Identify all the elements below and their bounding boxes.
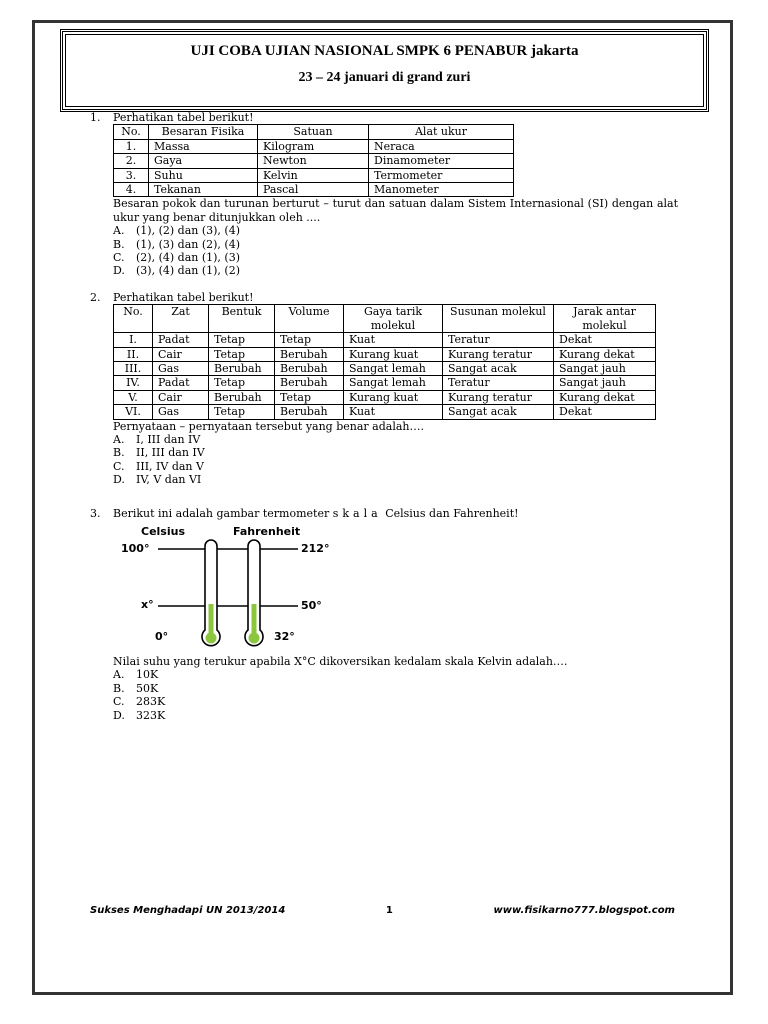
option-letter: A. (113, 432, 125, 446)
table-header-cell: Alat ukur (369, 125, 514, 139)
celsius-bulb (206, 632, 217, 643)
table-header-cell: No. (114, 125, 149, 139)
table-header-cell: Bentuk (209, 305, 275, 333)
option-text: (1), (3) dan (2), (4) (136, 237, 240, 251)
table-cell: Kurang dekat (554, 347, 656, 361)
table-cell: Tetap (209, 405, 275, 419)
table-cell: Padat (153, 376, 209, 390)
option-text: II, III dan IV (136, 446, 205, 460)
table-cell: IV. (114, 376, 153, 390)
fahrenheit-mid-value: 50° (301, 598, 322, 612)
table-cell: Massa (149, 139, 258, 153)
table-cell: Sangat lemah (344, 376, 443, 390)
table-header-cell: Satuan (258, 125, 369, 139)
intro-text: Celsius dan Fahrenheit! (385, 506, 519, 520)
table-header-cell: Zat (153, 305, 209, 333)
question-intro (113, 507, 690, 520)
table-row (114, 183, 514, 197)
question-number: 2. (90, 290, 101, 304)
option-text: (2), (4) dan (1), (3) (136, 251, 240, 265)
table-cell: Kurang teratur (443, 347, 554, 361)
option-text: 10K (136, 668, 159, 682)
table-header-cell: Susunan molekul (443, 305, 554, 333)
table-header-cell: Gaya tarik molekul (344, 305, 443, 333)
table-cell: Teratur (443, 333, 554, 347)
table-cell: Kurang kuat (344, 390, 443, 404)
option-letter: D. (113, 264, 125, 278)
table-cell: Neraca (369, 139, 514, 153)
option-text: 283K (136, 695, 166, 709)
celsius-label: Celsius (141, 524, 185, 538)
table-cell: Berubah (209, 390, 275, 404)
table-row (114, 139, 514, 153)
option-text: (3), (4) dan (1), (2) (136, 264, 240, 278)
table-cell: Berubah (275, 361, 344, 375)
answer-option[interactable] (113, 695, 690, 708)
option-letter: B. (113, 237, 125, 251)
table-cell: Teratur (443, 376, 554, 390)
question-3 (90, 507, 690, 722)
table-cell: Kelvin (258, 168, 369, 182)
question-stem: Nilai suhu yang terukur apabila X°C dikoversikan kedalam skala Kelvin adalah…. (113, 654, 568, 668)
table-cell: 1. (114, 139, 149, 153)
table-header-cell: Besaran Fisika (149, 125, 258, 139)
table-cell: Kurang teratur (443, 390, 554, 404)
table-row (114, 347, 656, 361)
table-cell: Dekat (554, 333, 656, 347)
question-1 (90, 111, 690, 278)
table-cell: Kuat (344, 333, 443, 347)
option-letter: C. (113, 459, 125, 473)
table-cell: Tetap (209, 347, 275, 361)
table-cell: Tetap (209, 376, 275, 390)
table-row (114, 168, 514, 182)
table-cell: Tetap (275, 333, 344, 347)
option-text: I, III dan IV (136, 432, 201, 446)
table-cell: Tetap (275, 390, 344, 404)
exam-subtitle: 23 – 24 januari di grand zuri (298, 70, 471, 85)
table-row (114, 390, 656, 404)
answer-option[interactable] (113, 264, 690, 277)
table-cell: Tetap (209, 333, 275, 347)
question-number: 1. (90, 111, 101, 124)
table-cell: Manometer (369, 183, 514, 197)
table-cell: Suhu (149, 168, 258, 182)
table-cell: Termometer (369, 168, 514, 182)
option-text: (1), (2) dan (3), (4) (136, 224, 240, 238)
exam-title: UJI COBA UJIAN NASIONAL SMPK 6 PENABUR jakarta (190, 43, 579, 59)
table-header-row (114, 125, 514, 139)
exam-content (90, 111, 690, 722)
question-intro: Perhatikan tabel berikut! (113, 111, 254, 124)
table-cell: Kuat (344, 405, 443, 419)
table-row (114, 333, 656, 347)
answer-option[interactable] (113, 709, 690, 722)
answer-option[interactable] (113, 682, 690, 695)
option-letter: C. (113, 251, 125, 265)
table-cell: Pascal (258, 183, 369, 197)
table-row (114, 376, 656, 390)
celsius-thermometer (202, 540, 220, 646)
table-cell: Newton (258, 154, 369, 168)
table-row (114, 405, 656, 419)
page-footer (90, 905, 675, 916)
option-letter: A. (113, 224, 125, 238)
table-cell: Berubah (275, 376, 344, 390)
table-cell: Sangat lemah (344, 361, 443, 375)
answer-options (113, 433, 690, 487)
table-cell: Gaya (149, 154, 258, 168)
table-cell: Berubah (209, 361, 275, 375)
option-text: 50K (136, 681, 159, 695)
table-cell: Cair (153, 347, 209, 361)
table-cell: Gas (153, 405, 209, 419)
question-stem: Pernyataan – pernyataan tersebut yang benar adalah…. (113, 419, 424, 433)
table-header-row (114, 305, 656, 333)
table-cell: Kurang kuat (344, 347, 443, 361)
table-header-cell: Volume (275, 305, 344, 333)
answer-option[interactable] (113, 251, 690, 264)
intro-text: Berikut ini adalah gambar termometer (113, 506, 330, 520)
option-letter: D. (113, 473, 125, 487)
option-text: III, IV dan V (136, 459, 204, 473)
fahrenheit-bulb (249, 632, 260, 643)
thermometer-figure (113, 526, 433, 651)
table-cell: Dinamometer (369, 154, 514, 168)
table-cell: 4. (114, 183, 149, 197)
table-header-cell: No. (114, 305, 153, 333)
celsius-mid-value: x° (141, 597, 154, 611)
table-cell: Sangat jauh (554, 361, 656, 375)
table-cell: I. (114, 333, 153, 347)
answer-option[interactable] (113, 433, 690, 446)
quantity-table (113, 124, 514, 197)
option-letter: D. (113, 708, 125, 722)
celsius-liquid (209, 604, 214, 636)
table-cell: Berubah (275, 405, 344, 419)
answer-option[interactable] (113, 460, 690, 473)
table-row (114, 361, 656, 375)
table-cell: Sangat acak (443, 361, 554, 375)
option-letter: A. (113, 668, 125, 682)
question-2 (90, 291, 690, 487)
table-cell: 2. (114, 154, 149, 168)
table-cell: Berubah (275, 347, 344, 361)
table-cell: Padat (153, 333, 209, 347)
matter-table (113, 304, 656, 419)
table-cell: III. (114, 361, 153, 375)
fahrenheit-liquid (252, 604, 257, 636)
option-text: IV, V dan VI (136, 473, 202, 487)
table-cell: VI. (114, 405, 153, 419)
footer-left-text: Sukses Menghadapi UN 2013/2014 (90, 905, 286, 916)
answer-options (113, 668, 690, 722)
table-cell: Tekanan (149, 183, 258, 197)
celsius-bottom-value: 0° (155, 629, 169, 643)
question-number: 3. (90, 506, 101, 520)
answer-options (113, 224, 690, 278)
answer-option[interactable] (113, 473, 690, 486)
answer-option[interactable] (113, 238, 690, 251)
table-cell: Dekat (554, 405, 656, 419)
table-row (114, 154, 514, 168)
table-cell: 3. (114, 168, 149, 182)
fahrenheit-thermometer (245, 540, 263, 646)
table-header-cell: Jarak antar molekul (554, 305, 656, 333)
intro-spaced-word: skala (332, 506, 382, 520)
celsius-top-value: 100° (121, 541, 150, 555)
table-cell: Gas (153, 361, 209, 375)
answer-option[interactable] (113, 224, 690, 237)
answer-option[interactable] (113, 446, 690, 459)
table-cell: Kurang dekat (554, 390, 656, 404)
option-letter: C. (113, 695, 125, 709)
table-cell: Kilogram (258, 139, 369, 153)
question-stem: Besaran pokok dan turunan berturut – turut dan satuan dalam Sistem Internasional (SI) dengan alat ukur yang benar ditunjukkan oleh .... (113, 197, 678, 224)
option-text: 323K (136, 708, 166, 722)
footer-website-link[interactable]: www.fisikarno777.blogspot.com (493, 905, 675, 916)
table-cell: V. (114, 390, 153, 404)
answer-option[interactable] (113, 668, 690, 681)
fahrenheit-top-value: 212° (301, 541, 330, 555)
table-cell: Cair (153, 390, 209, 404)
option-letter: B. (113, 446, 125, 460)
page-number: 1 (385, 905, 393, 916)
fahrenheit-label: Fahrenheit (233, 524, 301, 538)
question-intro: Perhatikan tabel berikut! (113, 290, 254, 304)
header-inner-box (65, 34, 704, 107)
table-cell: Sangat acak (443, 405, 554, 419)
fahrenheit-bottom-value: 32° (274, 629, 295, 643)
table-cell: II. (114, 347, 153, 361)
table-cell: Sangat jauh (554, 376, 656, 390)
option-letter: B. (113, 681, 125, 695)
header-box (60, 29, 709, 112)
